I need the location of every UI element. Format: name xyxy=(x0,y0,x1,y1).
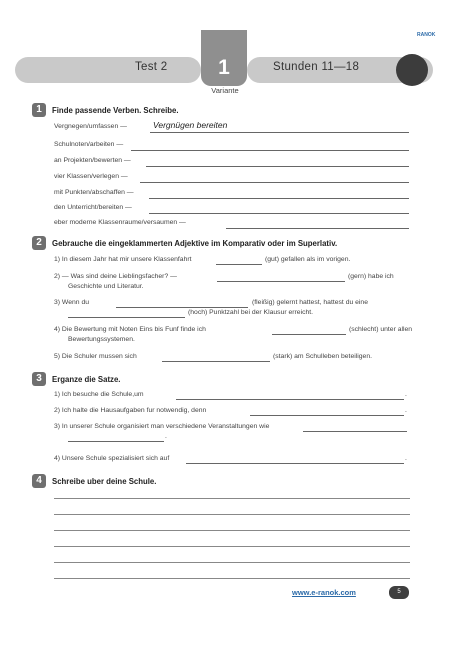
sentence-text: 4) Die Bewertung mit Noten Eins bis Funf finde ich xyxy=(54,326,206,333)
page-number: 5 xyxy=(389,586,409,599)
answer-blank[interactable] xyxy=(162,361,270,362)
answer-blank[interactable] xyxy=(272,334,346,335)
section-4-task: Schreibe uber deine Schule. xyxy=(52,477,157,486)
exercise-prompt: Vergnegen/umfassen — xyxy=(54,123,127,130)
sentence-text: (schlecht) unter allen xyxy=(349,326,413,333)
writing-line[interactable] xyxy=(54,498,410,499)
writing-line[interactable] xyxy=(54,514,410,515)
exercise-line xyxy=(54,204,409,215)
exercise-prompt: eber moderne Klassenraume/versaumen — xyxy=(54,219,186,226)
writing-line[interactable] xyxy=(54,546,410,547)
handwritten-answer: Vergnügen bereiten xyxy=(153,120,228,130)
exercise-line xyxy=(54,189,409,200)
sentence-text: 3) In unserer Schule organisiert man verschiedene Veranstaltungen wie xyxy=(54,423,270,430)
writing-line[interactable] xyxy=(54,562,410,563)
answer-blank[interactable] xyxy=(303,431,407,432)
sentence-end: . xyxy=(405,391,407,398)
sentence-text: (gern) habe ich xyxy=(348,273,394,280)
section-1-task: Finde passende Verben. Schreibe. xyxy=(52,106,179,115)
answer-blank[interactable] xyxy=(176,399,404,400)
answer-blank[interactable] xyxy=(68,441,164,442)
exercise-line xyxy=(54,219,409,230)
sentence-text: Bewertungssystemen. xyxy=(68,336,135,343)
writing-line[interactable] xyxy=(54,530,410,531)
sentence-end: . xyxy=(165,433,167,440)
exercise-prompt: vier Klassen/verlegen — xyxy=(54,173,128,180)
section-4-number: 4 xyxy=(32,474,46,488)
variant-label: Variante xyxy=(211,86,239,95)
sentence-text: (fleißig) gelernt hattest, hattest du eine xyxy=(252,299,368,306)
answer-blank[interactable] xyxy=(116,307,248,308)
sentence-text: 2) — Was sind deine Lieblingsfacher? — xyxy=(54,273,177,280)
sentence-text: 4) Unsere Schule spezialisiert sich auf xyxy=(54,455,170,462)
sentence-text: (stark) am Schulleben beteiligen. xyxy=(273,353,372,360)
header-left-bar xyxy=(15,57,201,83)
answer-line[interactable] xyxy=(149,213,409,214)
variant-number: 1 xyxy=(218,56,230,79)
answer-line[interactable] xyxy=(226,228,409,229)
exercise-line xyxy=(54,141,409,152)
sentence-text: 3) Wenn du xyxy=(54,299,90,306)
writing-line[interactable] xyxy=(54,578,410,579)
section-3-number: 3 xyxy=(32,372,46,386)
exercise-line xyxy=(54,173,409,184)
exercise-prompt: mit Punkten/abschaffen — xyxy=(54,189,134,196)
header-circle-icon xyxy=(396,54,428,86)
exercise-prompt: den Unterricht/bereiten — xyxy=(54,204,132,211)
sentence-text: 1) Ich besuche die Schule,um xyxy=(54,391,144,398)
answer-blank[interactable] xyxy=(68,317,185,318)
answer-blank[interactable] xyxy=(186,463,404,464)
answer-line[interactable] xyxy=(131,150,409,151)
sentence-text: (gut) gefallen als im vorigen. xyxy=(265,256,351,263)
answer-blank[interactable] xyxy=(250,415,404,416)
answer-blank[interactable] xyxy=(216,264,262,265)
test-title: Test 2 xyxy=(135,61,168,73)
section-3-task: Erganze die Satze. xyxy=(52,375,121,384)
publisher-logo: RANOK xyxy=(417,32,436,38)
answer-line[interactable] xyxy=(140,182,409,183)
section-1-number: 1 xyxy=(32,103,46,117)
sentence-text: Geschichte und Literatur. xyxy=(68,283,144,290)
sentence-end: . xyxy=(405,407,407,414)
exercise-line xyxy=(54,120,409,134)
sentence-text: 2) Ich halte die Hausaufgaben fur notwendig, denn xyxy=(54,407,207,414)
answer-line[interactable] xyxy=(149,198,409,199)
sentence-end: . xyxy=(405,455,407,462)
answer-line[interactable] xyxy=(150,132,409,133)
exercise-prompt: Schulnoten/arbeiten — xyxy=(54,141,124,148)
sentence-text: 1) In diesem Jahr hat mir unsere Klassenfahrt xyxy=(54,256,192,263)
section-2-task: Gebrauche die eingeklammerten Adjektive im Komparativ oder im Superlativ. xyxy=(52,239,338,248)
section-2-number: 2 xyxy=(32,236,46,250)
exercise-line xyxy=(54,157,409,168)
answer-line[interactable] xyxy=(146,166,409,167)
sentence-text: 5) Die Schuler mussen sich xyxy=(54,353,137,360)
sentence-text: (hoch) Punktzahl bei der Klausur erreicht. xyxy=(188,309,314,316)
answer-blank[interactable] xyxy=(217,281,345,282)
website-link[interactable]: www.e-ranok.com xyxy=(292,588,356,597)
exercise-prompt: an Projekten/bewerten — xyxy=(54,157,131,164)
lessons-range: Stunden 11—18 xyxy=(273,61,360,73)
